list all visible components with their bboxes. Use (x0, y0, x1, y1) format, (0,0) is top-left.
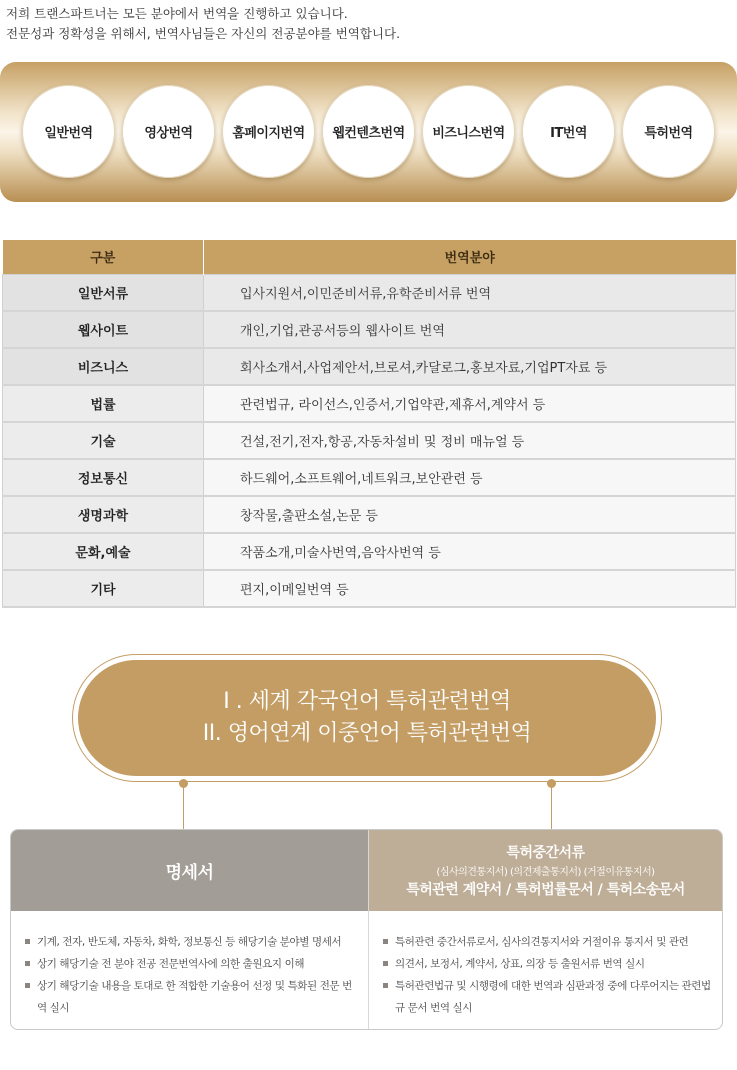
row-description: 하드웨어,소프트웨어,네트워크,보안관련 등 (204, 459, 736, 496)
patent-banner (78, 660, 656, 776)
list-item-text: 기계, 전자, 반도체, 자동차, 화학, 정보통신 등 해당기술 분야별 명세서 (37, 936, 342, 948)
list-item-text: 특허관련법규 및 시행령에 대한 번역과 심판과정 중에 다루어지는 관련법규 문서 번역 실시 (395, 980, 711, 1014)
list-item-text: 상기 해당기술 전 분야 전공 전문번역사에 의한 출원요지 이해 (37, 958, 305, 970)
table-row (3, 385, 736, 422)
docs-title-2: 특허관련 계약서 / 특허법률문서 / 특허소송문서 (406, 882, 685, 898)
row-category: 정보통신 (3, 459, 204, 496)
row-description: 작품소개,미술사번역,음악사번역 등 (204, 533, 736, 570)
connector-line-left (183, 786, 184, 829)
intro-text (6, 4, 400, 44)
table-header-row (3, 240, 736, 274)
row-category: 비즈니스 (3, 348, 204, 385)
bullet-icon (383, 961, 388, 966)
row-category: 웹사이트 (3, 311, 204, 348)
list-item (383, 931, 714, 953)
bullet-icon (25, 939, 30, 944)
list-item (383, 953, 714, 975)
category-patent[interactable]: 특허번역 (622, 85, 715, 178)
connector-line-right (551, 786, 552, 829)
table-row (3, 348, 736, 385)
bullet-icon (25, 983, 30, 988)
spec-header (11, 830, 368, 911)
table-row (3, 496, 736, 533)
docs-list (369, 911, 722, 1019)
column-header-category: 구분 (3, 240, 204, 274)
list-item-text: 의견서, 보정서, 계약서, 상표, 의장 등 출원서류 번역 실시 (395, 958, 645, 970)
row-description: 편지,이메일번역 등 (204, 570, 736, 607)
table-row (3, 459, 736, 496)
row-description: 창작물,출판소설,논문 등 (204, 496, 736, 533)
row-description: 건설,전기,전자,항공,자동차설비 및 정비 매뉴얼 등 (204, 422, 736, 459)
category-homepage[interactable]: 홈페이지번역 (222, 85, 315, 178)
row-description: 개인,기업,관공서등의 웹사이트 번역 (204, 311, 736, 348)
row-category: 법률 (3, 385, 204, 422)
table-row (3, 274, 736, 311)
docs-title: 특허중간서류 (506, 845, 585, 861)
category-circles (22, 85, 715, 178)
intro-line-2: 전문성과 정확성을 위해서, 번역사님들은 자신의 전공분야를 번역합니다. (6, 26, 401, 41)
list-item (25, 975, 360, 1019)
category-it[interactable]: IT번역 (522, 85, 615, 178)
docs-header (369, 830, 722, 911)
bullet-icon (383, 939, 388, 944)
list-item (25, 931, 360, 953)
patent-banner-line-2: II. 영어연계 이중언어 특허관련번역 (202, 721, 532, 746)
table-row (3, 422, 736, 459)
row-description: 회사소개서,사업제안서,브로셔,카달로그,홍보자료,기업PT자료 등 (204, 348, 736, 385)
spec-list (11, 911, 368, 1019)
bullet-icon (25, 961, 30, 966)
table-row (3, 533, 736, 570)
intro-line-1: 저희 트랜스파트너는 모든 분야에서 번역을 진행하고 있습니다. (6, 6, 348, 21)
category-video[interactable]: 영상번역 (122, 85, 215, 178)
row-description: 입사지원서,이민준비서류,유학준비서류 번역 (204, 274, 736, 311)
row-category: 기술 (3, 422, 204, 459)
patent-banner-line-1: I . 세계 각국언어 특허관련번역 (223, 689, 511, 714)
row-category: 기타 (3, 570, 204, 607)
bullet-icon (383, 983, 388, 988)
list-item-text: 특허관련 중간서류로서, 심사의견통지서와 거절이유 통지서 및 관련 (395, 936, 689, 948)
category-web-content[interactable]: 웹컨텐츠번역 (322, 85, 415, 178)
translation-fields-table (2, 240, 736, 608)
category-general[interactable]: 일반번역 (22, 85, 115, 178)
row-description: 관련법규, 라이선스,인증서,기업약관,제휴서,계약서 등 (204, 385, 736, 422)
table-row (3, 570, 736, 607)
spec-column (11, 830, 368, 1029)
patent-services-box (10, 829, 723, 1030)
row-category: 생명과학 (3, 496, 204, 533)
row-category: 문화,예술 (3, 533, 204, 570)
row-category: 일반서류 (3, 274, 204, 311)
list-item (25, 953, 360, 975)
category-business[interactable]: 비즈니스번역 (422, 85, 515, 178)
table-row (3, 311, 736, 348)
list-item (383, 975, 714, 1019)
spec-title: 명세서 (165, 863, 214, 883)
list-item-text: 상기 해당기술 내용을 토대로 한 적합한 기술용어 선정 및 특화된 전문 번역 실시 (37, 980, 352, 1014)
docs-column (368, 830, 722, 1029)
docs-subtitle: (심사의견통지서) (의견제출통지서) (거절이유통지서) (436, 867, 655, 878)
column-header-field: 번역분야 (204, 240, 736, 274)
